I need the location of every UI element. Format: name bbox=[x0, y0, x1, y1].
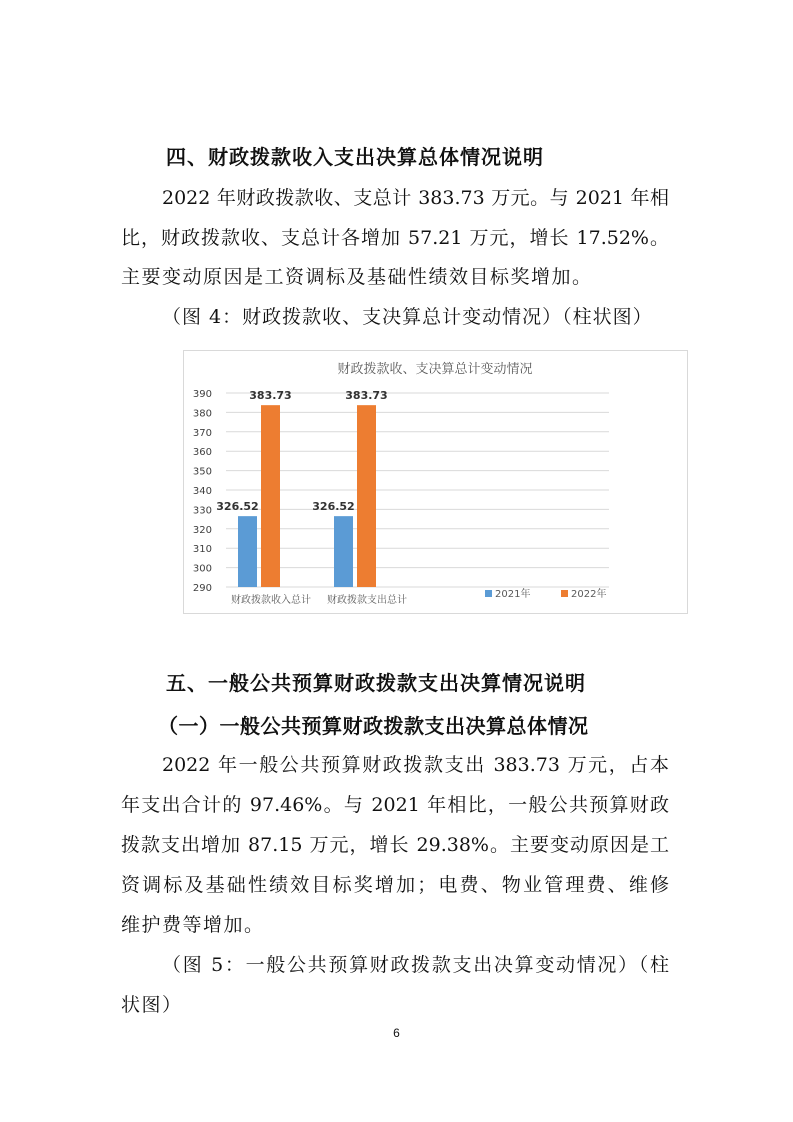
legend-swatch bbox=[485, 590, 492, 597]
bar-2021-0 bbox=[238, 516, 257, 587]
y-tick-label: 390 bbox=[192, 389, 212, 400]
section5-line-5: 维护费等增加。 bbox=[121, 914, 265, 936]
data-label: 383.73 bbox=[249, 389, 292, 403]
page-number: 6 bbox=[393, 1026, 400, 1040]
y-tick-label: 310 bbox=[192, 544, 212, 556]
figure4-caption: （图 4：财政拨款收、支决算总计变动情况）（柱状图） bbox=[162, 306, 653, 328]
section4-heading: 四、财政拨款收入支出决算总体情况说明 bbox=[166, 145, 544, 169]
bar-2022-0 bbox=[261, 405, 280, 587]
section4-line-1: 2022 年财政拨款收、支总计 383.73 万元。与 2021 年相 bbox=[162, 187, 669, 209]
y-tick-label: 290 bbox=[192, 583, 212, 594]
data-label: 383.73 bbox=[345, 389, 388, 403]
section5-heading: 五、一般公共预算财政拨款支出决算情况说明 bbox=[166, 671, 586, 695]
legend-label: 2021年 bbox=[495, 589, 531, 600]
section5-subheading: （一）一般公共预算财政拨款支出决算总体情况 bbox=[158, 714, 589, 738]
section5-line-1: 2022 年一般公共预算财政拨款支出 383.73 万元，占本 bbox=[162, 754, 669, 776]
y-tick-label: 340 bbox=[192, 486, 212, 497]
bar-2022-1 bbox=[357, 405, 376, 587]
data-label: 326.52 bbox=[216, 500, 259, 514]
y-tick-label: 370 bbox=[192, 427, 212, 439]
legend-swatch bbox=[561, 590, 568, 597]
bar-2021-1 bbox=[334, 516, 353, 587]
chart-figure-4 bbox=[183, 350, 688, 614]
section5-line-4: 资调标及基础性绩效目标奖增加；电费、物业管理费、维修 bbox=[121, 874, 669, 896]
y-tick-label: 350 bbox=[192, 466, 212, 478]
bar-chart bbox=[184, 351, 687, 613]
x-category-label: 财政拨款收入总计 bbox=[231, 595, 311, 606]
y-tick-label: 300 bbox=[192, 563, 212, 575]
y-tick-label: 330 bbox=[192, 505, 212, 517]
y-tick-label: 360 bbox=[192, 447, 212, 459]
section4-line-2: 比，财政拨款收、支总计各增加 57.21 万元，增长 17.52%。 bbox=[121, 227, 669, 249]
y-tick-label: 380 bbox=[192, 408, 212, 420]
data-label: 326.52 bbox=[312, 500, 355, 514]
section5-line-2: 年支出合计的 97.46%。与 2021 年相比，一般公共预算财政 bbox=[121, 794, 669, 816]
chart-title: 财政拨款收、支决算总计变动情况 bbox=[337, 362, 533, 377]
figure5-caption-line-1: （图 5：一般公共预算财政拨款支出决算变动情况）（柱 bbox=[162, 954, 669, 976]
section4-line-3: 主要变动原因是工资调标及基础性绩效目标奖增加。 bbox=[121, 266, 593, 288]
legend-label: 2022年 bbox=[571, 589, 607, 600]
figure5-caption-line-2: 状图） bbox=[121, 994, 183, 1016]
y-tick-label: 320 bbox=[192, 524, 212, 536]
x-category-label: 财政拨款支出总计 bbox=[327, 595, 407, 606]
section5-line-3: 拨款支出增加 87.15 万元，增长 29.38%。主要变动原因是工 bbox=[121, 834, 669, 856]
